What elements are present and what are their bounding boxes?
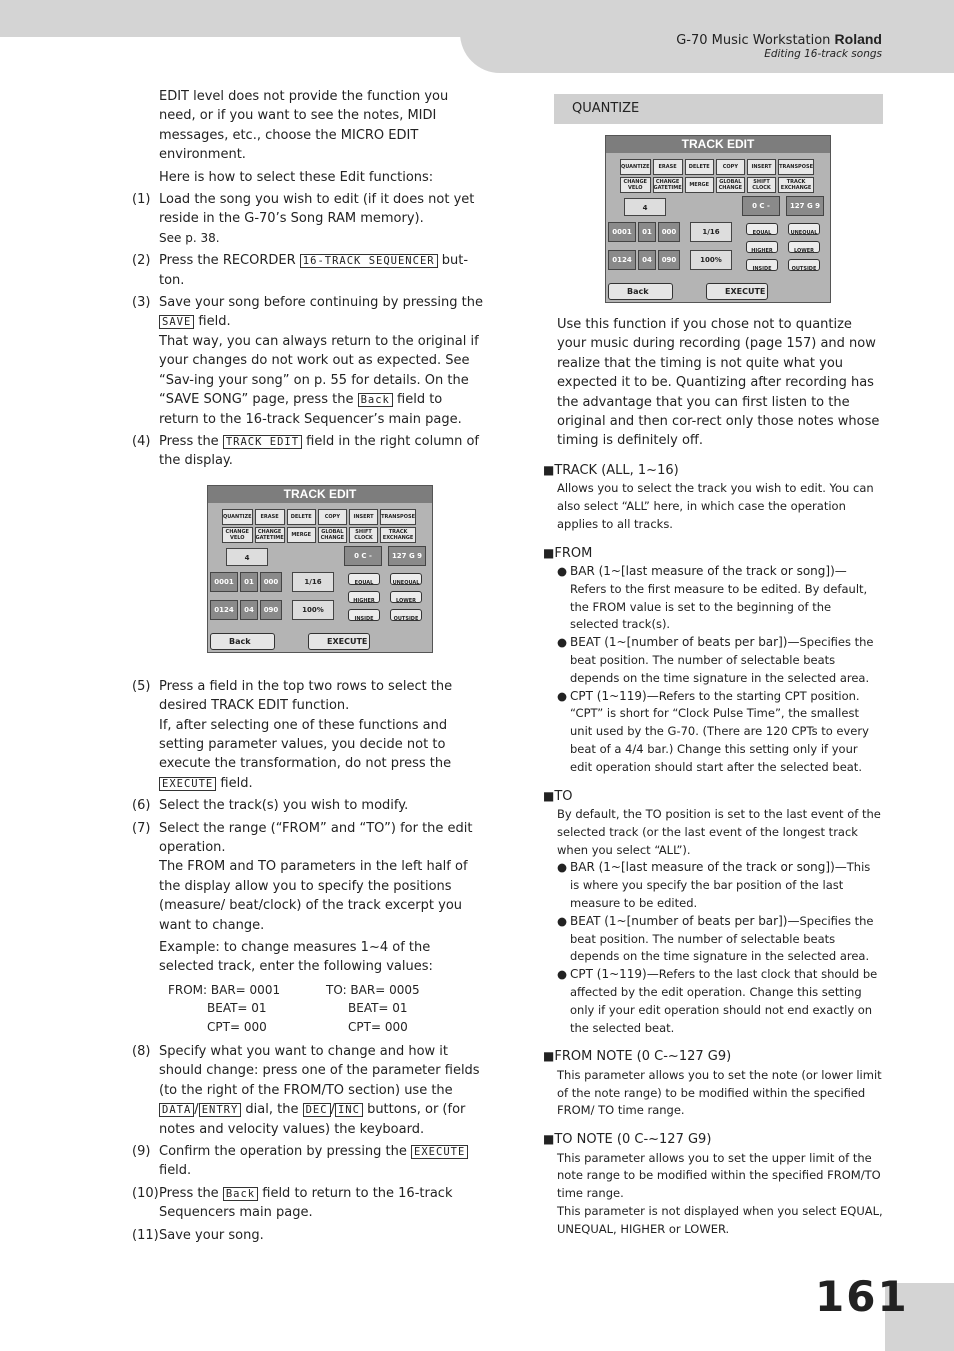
key-save: SAVE <box>159 315 194 329</box>
equal-button: EQUAL <box>348 573 380 585</box>
step-2: (2) Press the RECORDER 16-TRACK SEQUENCER but-ton. <box>132 253 469 288</box>
screen-title: TRACK EDIT <box>208 486 432 503</box>
from-note-text: This parameter allows you to set the note (or lower limit of the note range) to be modified within the specified FROM/ TO time range. <box>557 1067 882 1118</box>
quantize-intro: Use this function if you chose not to quantize your music during recording (page 157) and now realize that the timing is not quite what you expected it to be. Quantizing after recording has the advantage that you can first listen to the original and then cor-rect only those notes whose timing is definitely off. <box>557 317 880 449</box>
to-note-text: This parameter allows you to set the upper limit of the note range to be modified within the specified FROM/TO time range. <box>557 1150 881 1201</box>
to-text: By default, the TO position is set to the last event of the selected track (or the last event of the longest track when you select “ALL”). <box>557 807 881 857</box>
section-from-note: ■FROM NOTE (0 C-~127 G9) <box>543 1049 732 1065</box>
key-back-2: Back <box>223 1187 258 1201</box>
section-track: ■TRACK (ALL, 1~16) <box>543 462 679 478</box>
key-execute: EXECUTE <box>159 777 216 791</box>
key-execute-2: EXECUTE <box>411 1145 468 1159</box>
key-data: DATA <box>159 1103 194 1117</box>
step-1: (1) Load the song you wish to edit (if it does not yet reside in the G-70’s Song RAM memory). See p. 38. <box>132 192 475 245</box>
right-column <box>543 94 883 1239</box>
unequal-button: UNEQUAL <box>390 573 422 585</box>
execute-button: EXECUTE <box>308 633 370 650</box>
step-4: (4) Press the TRACK EDIT field in the right column of the display. <box>132 433 480 469</box>
section-heading-quantize: QUANTIZE <box>554 94 883 124</box>
step-5: (5) Press a field in the top two rows to select the desired TRACK EDIT function. If, after selecting one of these functions and setting parameter values, you decide not to execute the transformation, do not press the EXECUTE field. <box>132 678 453 791</box>
step-8: (8) Specify what you want to change and how it should change: press one of the parameter fields (to the right of the FROM/TO section) use the DATA / ENTRY dial, the DEC / INC buttons, or (for notes and velocity values) the keyboard. <box>132 1044 480 1137</box>
key-track-edit: TRACK EDIT <box>223 435 302 449</box>
intro-paragraph: EDIT level does not provide the function you need, or if you want to see the notes, MIDI messages, etc., choose the MICRO EDIT environment. <box>159 89 449 163</box>
to-note-field: 127 G 9 <box>388 546 426 566</box>
function-grid-2: QUANTIZE ERASE DELETE COPY INSERT TRANSPOSE CHANGE VELO CHANGE GATETIME MERGE GLOBAL CHANGE SHIFT CLOCK TRACK EXCHANGE <box>620 159 814 193</box>
cpt-from: 000 <box>260 572 282 592</box>
key-dec: DEC <box>303 1103 331 1117</box>
inside-button: INSIDE <box>348 609 380 621</box>
from-beat: ● BEAT (1~[number of beats per bar])—Specifies the beat position. The number of selectable beats depends on the time signature in the selected area. <box>557 635 874 685</box>
section-to-note: ■TO NOTE (0 C-~127 G9) <box>543 1132 712 1148</box>
from-note-field: 0 C - <box>344 546 382 566</box>
step-6: (6) Select the track(s) you wish to modify. <box>132 798 409 814</box>
section-to: ■TO <box>543 788 573 804</box>
back-button: Back <box>210 633 275 650</box>
to-cpt: ● CPT (1~119)—Refers to the last clock that should be affected by the edit operation. Change this setting only if your edit operation should not end exactly on the selected beat. <box>557 967 878 1035</box>
key-back: Back <box>358 393 393 407</box>
track-text: Allows you to select the track you wish to edit. You can also select “ALL” here, in which case the operation applies to all tracks. <box>557 481 874 531</box>
bar-from: 0001 <box>210 572 238 592</box>
header-title: G-70 Music Workstation Roland <box>676 31 882 48</box>
key-inc: INC <box>335 1103 363 1117</box>
higher-button: HIGHER <box>348 591 380 603</box>
beat-to: 04 <box>240 600 258 620</box>
from-cpt: ● CPT (1~119)—Refers to the starting CPT position. “CPT” is short for “Clock Pulse Time”, the smallest unit used by the G-70. (There are 120 CPTs to every beat of a 4/4 bar.) Change this setting only if your edit operation should start after the selected beat. <box>557 688 869 774</box>
step-11: (11) Save your song. <box>132 1227 264 1243</box>
from-to-values: FROM: BAR= 0001 TO: BAR= 0005 BEAT= 01 BEAT= 01 CPT= 000 CPT= 000 <box>168 982 420 1034</box>
resolution-field: 1/16 <box>292 572 334 592</box>
step-10: (10) Press the Back field to return to the 16-track Sequencers main page. <box>132 1185 453 1221</box>
example-text: Example: to change measures 1~4 of the selected track, enter the following values: <box>159 940 433 975</box>
section-from: ■FROM <box>543 545 593 561</box>
intro-paragraph-2: Here is how to select these Edit functions: <box>159 169 434 185</box>
cpt-to: 090 <box>260 600 282 620</box>
strength-field: 100% <box>292 600 334 620</box>
page-number: 161 <box>815 1272 909 1321</box>
step-3: (3) Save your song before continuing by pressing the SAVE field. That way, you can always return to the original if your changes do not work out as expected. See “Sav-ing your song” on p. 55 for details. On the “SAVE SONG” page, press the Back field to return to the 16-track Sequencer’s main page. <box>132 295 483 427</box>
key-entry: ENTRY <box>199 1103 242 1117</box>
from-bar: ● BAR (1~[last measure of the track or song])—Refers to the first measure to be edited. By default, the FROM value is set to the beginning of the selected track(s). <box>557 564 868 632</box>
function-grid: QUANTIZE ERASE DELETE COPY INSERT TRANSPOSE CHANGE VELO CHANGE GATETIME MERGE GLOBAL CHANGE SHIFT CLOCK TRACK EXCHANGE <box>222 509 416 543</box>
track-field: 4 <box>226 548 268 566</box>
left-column <box>132 87 486 1245</box>
header-subtitle: Editing 16-track songs <box>764 48 882 60</box>
step-7: (7) Select the range (“FROM” and “TO”) for the edit operation. The FROM and TO parameters in the left half of the display allow you to specify the positions (measure/ beat/clock) of the track excerpt you want to change. <box>132 820 473 933</box>
to-note-text-2: This parameter is not displayed when you select EQUAL, UNEQUAL, HIGHER or LOWER. <box>557 1203 883 1236</box>
bar-to: 0124 <box>210 600 238 620</box>
outside-button: OUTSIDE <box>390 609 422 621</box>
lower-button: LOWER <box>390 591 422 603</box>
step-9: (9) Confirm the operation by pressing the EXECUTE field. <box>132 1142 486 1181</box>
brand-logo: Roland <box>834 31 882 47</box>
track-edit-screen-2: TRACK EDIT QUANTIZE ERASE DELETE COPY INSERT TRANSPOSE CHANGE VELO CHANGE GATETIME MERGE GLOBAL CHANGE SHIFT CLOCK TRACK EXCHANGE 4 0001 01 000 0124 04 090 1/16 100% 0 C - 127 G 9 EQUAL UNEQUAL HIGHER LOWER INSIDE OUTSIDE Back EXECUTE <box>605 135 831 303</box>
to-beat: ● BEAT (1~[number of beats per bar])—Specifies the beat position. The number of selectable beats depends on the time signature in the selected area. <box>557 913 874 964</box>
key-16-track-sequencer: 16-TRACK SEQUENCER <box>300 254 438 268</box>
to-bar: ● BAR (1~[last measure of the track or song])—This is where you specify the bar position of the last measure to be edited. <box>557 860 871 910</box>
beat-from: 01 <box>240 572 258 592</box>
track-edit-screen-1 <box>207 485 433 653</box>
